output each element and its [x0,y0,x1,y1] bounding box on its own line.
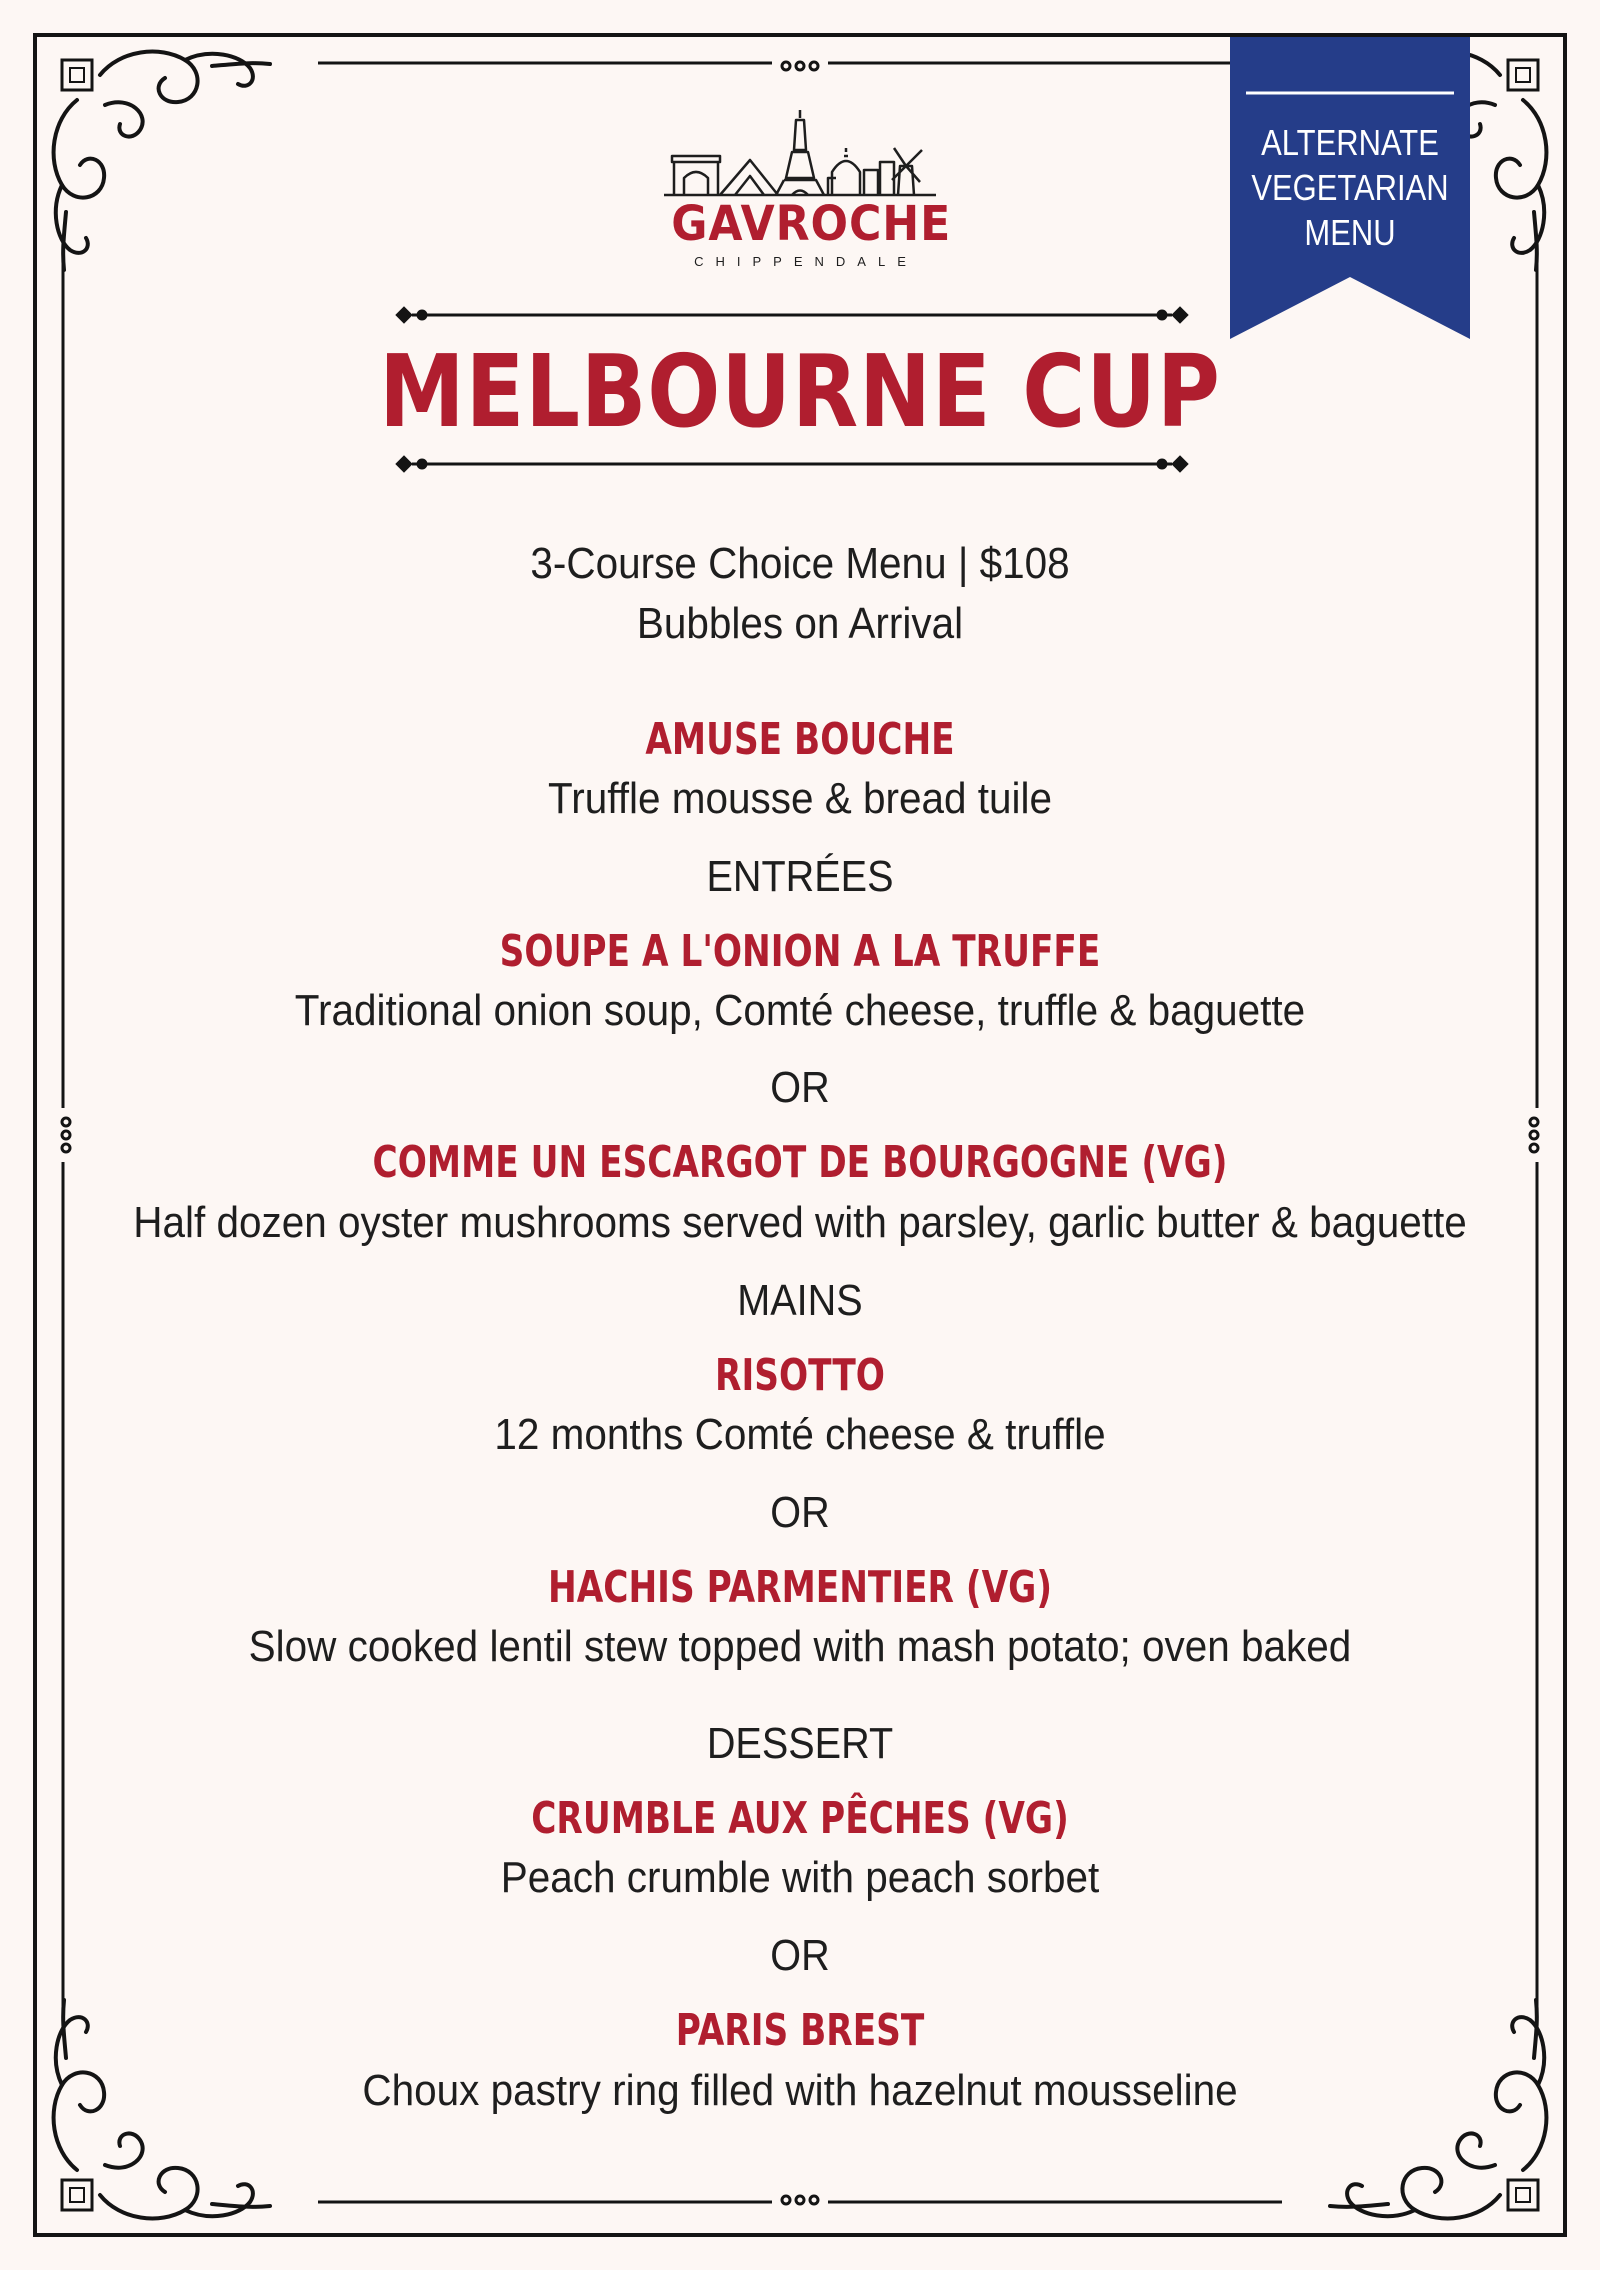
dessert-1-title: CRUMBLE AUX PÊCHES (VG) [531,1793,1069,1844]
ribbon-line-2: VEGETARIAN [1251,167,1449,208]
mains-heading: MAINS [737,1276,863,1325]
page-title: MELBOURNE CUP [379,333,1221,450]
dessert-heading: DESSERT [706,1719,894,1768]
main-1-description: 12 months Comté cheese & truffle [494,1410,1106,1459]
main-1-title: RISOTTO [715,1350,885,1401]
dessert-2-title: PARIS BREST [675,2005,925,2056]
entrees-heading: ENTRÉES [706,852,894,901]
main-2-description: Slow cooked lentil stew topped with mash potato; oven baked [248,1622,1352,1671]
dessert-or: OR [770,1931,830,1980]
entrees-or: OR [770,1063,830,1112]
entree-2-title: COMME UN ESCARGOT DE BOURGOGNE (VG) [372,1137,1228,1188]
entree-1-description: Traditional onion soup, Comté cheese, truffle & baguette [294,986,1306,1035]
main-2-title: HACHIS PARMENTIER (VG) [547,1562,1053,1613]
mains-or: OR [770,1488,830,1537]
amuse-bouche-description: Truffle mousse & bread tuile [547,774,1053,823]
ribbon-label [1247,120,1453,255]
logo-wordmark: GAVROCHE [671,196,952,252]
logo-subtitle: CHIPPENDALE [694,254,918,269]
menu-arrival-line: Bubbles on Arrival [636,599,964,648]
restaurant-logo [660,100,952,280]
menu-price-line: 3-Course Choice Menu | $108 [530,539,1070,588]
ribbon-line-3: MENU [1304,212,1396,253]
dessert-2-description: Choux pastry ring filled with hazelnut mousseline [362,2066,1238,2115]
entree-2-description: Half dozen oyster mushrooms served with parsley, garlic butter & baguette [133,1198,1467,1247]
dessert-1-description: Peach crumble with peach sorbet [500,1853,1100,1902]
entree-1-title: SOUPE A L'ONION A LA TRUFFE [499,926,1101,977]
amuse-bouche-title: AMUSE BOUCHE [645,714,955,765]
ribbon-line-1: ALTERNATE [1261,122,1439,163]
